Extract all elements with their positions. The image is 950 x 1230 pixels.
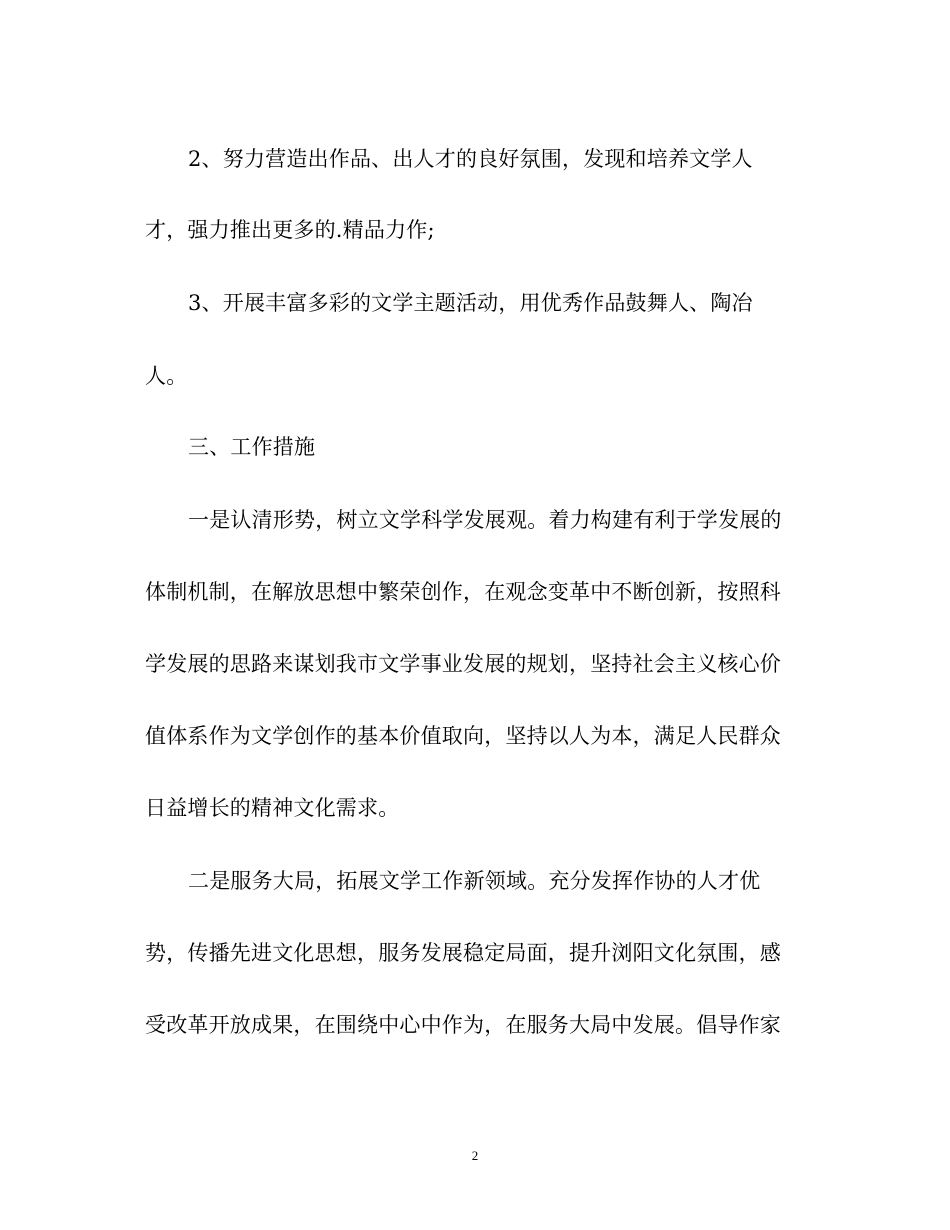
paragraph-line: 学发展的思路来谋划我市文学事业发展的规划，坚持社会主义核心价 <box>145 652 781 676</box>
paragraph-line: 势，传播先进文化思想，服务发展稳定局面，提升浏阳文化氛围，感 <box>145 941 781 965</box>
paragraph-line: 值体系作为文学创作的基本价值取向，坚持以人为本，满足人民群众 <box>145 724 781 748</box>
section-heading: 三、工作措施 <box>188 435 316 459</box>
paragraph-line: 2、努力营造出作品、出人才的良好氛围，发现和培养文学人 <box>188 147 753 171</box>
paragraph-line: 一是认清形势，树立文学科学发展观。着力构建有利于学发展的 <box>188 508 782 532</box>
paragraph-line: 受改革开放成果，在围绕中心中作为，在服务大局中发展。倡导作家 <box>145 1013 781 1037</box>
paragraph-line: 日益增长的精神文化需求。 <box>145 796 400 820</box>
paragraph-line: 3、开展丰富多彩的文学主题活动，用优秀作品鼓舞人、陶冶 <box>188 291 753 315</box>
paragraph-line: 人。 <box>145 364 188 388</box>
paragraph-line: 体制机制，在解放思想中繁荣创作，在观念变革中不断创新，按照科 <box>145 580 781 604</box>
paragraph-line: 才，强力推出更多的.精品力作; <box>145 218 435 242</box>
paragraph-line: 二是服务大局，拓展文学工作新领域。充分发挥作协的人才优 <box>188 869 761 893</box>
page-number: 2 <box>471 1148 479 1163</box>
